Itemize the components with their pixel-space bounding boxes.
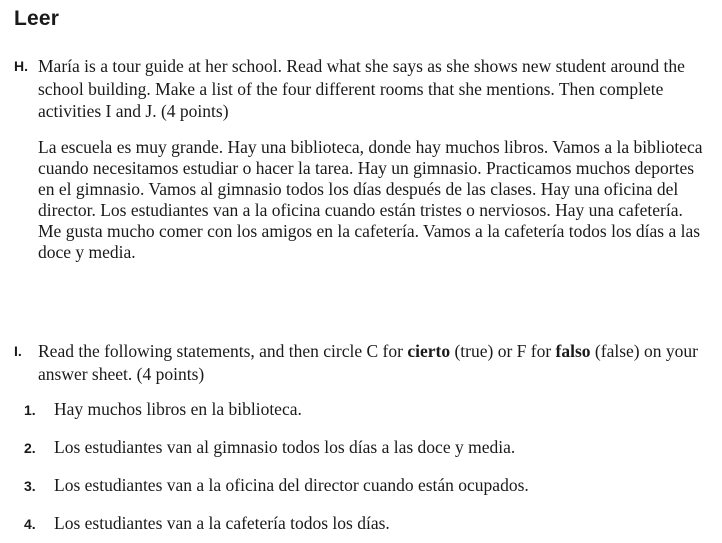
exercise-i-label: I. <box>14 343 22 359</box>
question-number: 1. <box>24 402 36 418</box>
question-item <box>24 399 302 420</box>
instr-part: Read the following statements, and then circle C for <box>38 341 408 361</box>
exercise-i <box>14 340 714 385</box>
question-item <box>24 475 529 496</box>
question-text: Los estudiantes van a la cafetería todos los días. <box>54 513 390 533</box>
question-item <box>24 513 390 534</box>
question-number: 4. <box>24 516 36 532</box>
reading-passage: La escuela es muy grande. Hay una biblioteca, donde hay muchos libros. Vamos a la biblioteca cuando necesitamos estudiar o hacer la tarea. Hay un gimnasio. Practicamos muchos deportes en el gimnasio. Vamos al gimnasio todos los días después de las clases. Hay una oficina del director. Los estudiantes van a la oficina cuando están tristes o nerviosos. Hay una cafetería. Me gusta mucho comer con los amigos en la cafetería. Vamos a la cafetería todos los días a las doce y media. <box>38 137 703 262</box>
question-text: Hay muchos libros en la biblioteca. <box>54 399 302 419</box>
question-number: 3. <box>24 478 36 494</box>
exercise-i-instructions <box>38 340 714 385</box>
exercise-h-label: H. <box>14 58 28 74</box>
falso-term: falso <box>555 341 591 361</box>
question-number: 2. <box>24 440 36 456</box>
instr-part: (true) or F for <box>450 341 556 361</box>
exercise-h <box>14 55 714 123</box>
question-text: Los estudiantes van al gimnasio todos los días a las doce y media. <box>54 437 516 457</box>
question-item <box>24 437 515 458</box>
exercise-h-instructions: María is a tour guide at her school. Read what she says as she shows new student around the school building. Make a list of the four different rooms that she mentions. Then complete activities I and J. (4 points) <box>38 56 685 121</box>
question-text: Los estudiantes van a la oficina del director cuando están ocupados. <box>54 475 529 495</box>
section-heading: Leer <box>14 7 60 30</box>
instr-part: (false) on your answer sheet. (4 points) <box>38 341 698 384</box>
cierto-term: cierto <box>407 341 451 361</box>
